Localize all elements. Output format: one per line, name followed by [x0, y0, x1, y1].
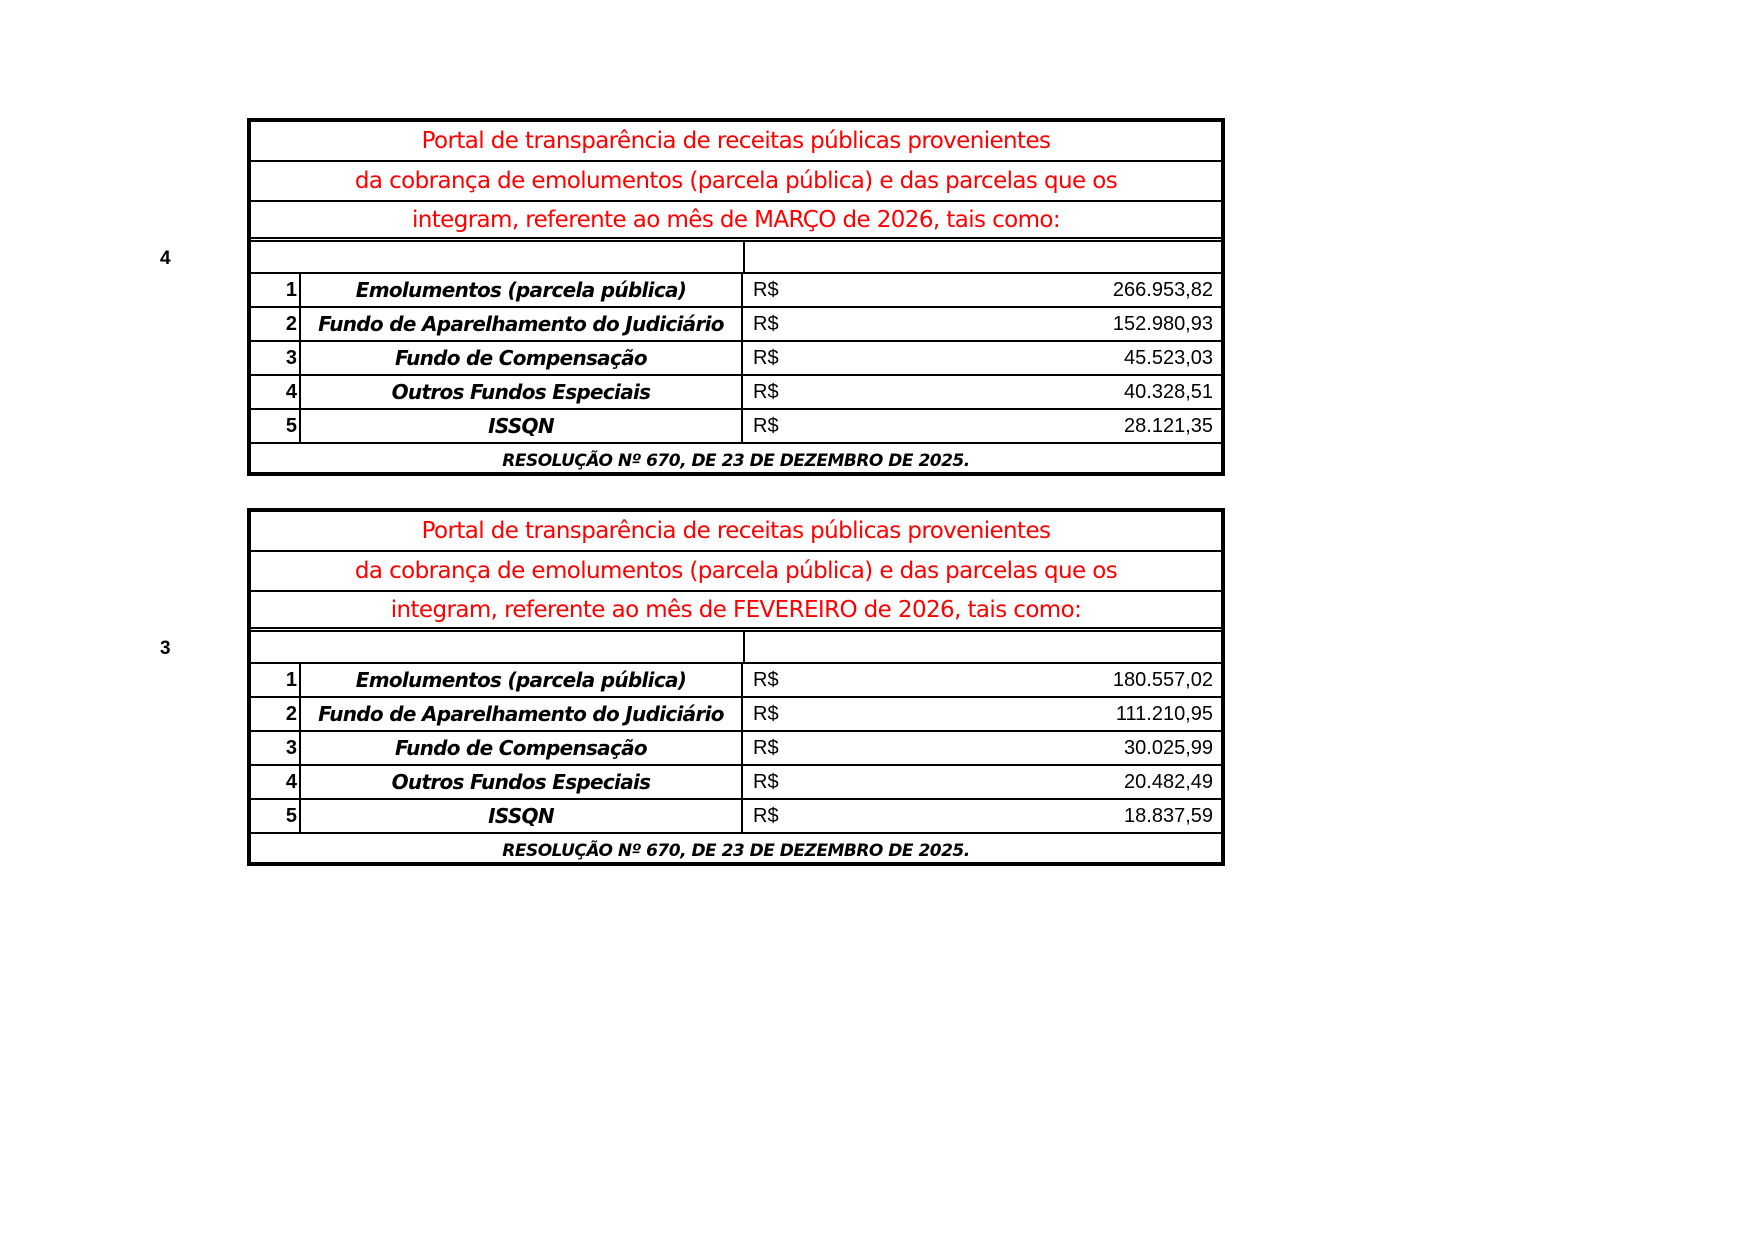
row-currency: R$: [753, 414, 779, 437]
table-title-line: integram, referente ao mês de FEVEREIRO de 2026, tais como:: [251, 592, 1221, 632]
row-value: 18.837,59: [1124, 804, 1213, 827]
table-row: [251, 376, 1221, 410]
column-divider: [743, 632, 745, 662]
row-currency: R$: [753, 668, 779, 691]
column-divider: [743, 242, 745, 272]
side-number: 4: [160, 248, 171, 269]
row-label: ISSQN: [301, 800, 743, 832]
row-value: 111.210,95: [1115, 702, 1213, 725]
row-index: 3: [251, 732, 301, 764]
resolution-footer: RESOLUÇÃO Nº 670, DE 23 DE DEZEMBRO DE 2025.: [502, 451, 970, 471]
row-currency: R$: [753, 346, 779, 369]
resolution-footer: RESOLUÇÃO Nº 670, DE 23 DE DEZEMBRO DE 2025.: [502, 841, 970, 861]
row-index: 1: [251, 274, 301, 306]
row-currency: R$: [753, 702, 779, 725]
row-label: Fundo de Aparelhamento do Judiciário: [301, 698, 743, 730]
row-label: Emolumentos (parcela pública): [301, 664, 743, 696]
table-row: [251, 410, 1221, 444]
row-currency: R$: [753, 312, 779, 335]
side-number: 3: [160, 638, 171, 659]
row-value: 40.328,51: [1124, 380, 1213, 403]
row-value: 45.523,03: [1124, 346, 1213, 369]
table-title-line: da cobrança de emolumentos (parcela pública) e das parcelas que os: [251, 552, 1221, 592]
row-value: 28.121,35: [1124, 414, 1213, 437]
table-row: [251, 732, 1221, 766]
row-value: 266.953,82: [1112, 278, 1213, 301]
revenue-table-february: [247, 508, 1225, 866]
row-label: Emolumentos (parcela pública): [301, 274, 743, 306]
table-row: [251, 800, 1221, 834]
blank-header-row: [251, 242, 1221, 274]
row-currency: R$: [753, 804, 779, 827]
row-label: Fundo de Aparelhamento do Judiciário: [301, 308, 743, 340]
revenue-table-march: [247, 118, 1225, 476]
row-currency: R$: [753, 770, 779, 793]
row-label: Fundo de Compensação: [301, 732, 743, 764]
row-index: 5: [251, 410, 301, 442]
table-row: [251, 698, 1221, 732]
row-index: 5: [251, 800, 301, 832]
table-title-line: integram, referente ao mês de MARÇO de 2026, tais como:: [251, 202, 1221, 242]
row-index: 4: [251, 766, 301, 798]
row-value: 180.557,02: [1112, 668, 1213, 691]
row-value: 152.980,93: [1112, 312, 1213, 335]
row-index: 3: [251, 342, 301, 374]
row-index: 2: [251, 308, 301, 340]
table-row: [251, 766, 1221, 800]
row-value: 20.482,49: [1124, 770, 1213, 793]
row-currency: R$: [753, 736, 779, 759]
row-label: Outros Fundos Especiais: [301, 376, 743, 408]
table-title-line: Portal de transparência de receitas públicas provenientes: [251, 122, 1221, 162]
table-row: [251, 664, 1221, 698]
table-row: [251, 308, 1221, 342]
row-index: 4: [251, 376, 301, 408]
row-label: ISSQN: [301, 410, 743, 442]
row-label: Outros Fundos Especiais: [301, 766, 743, 798]
row-value: 30.025,99: [1124, 736, 1213, 759]
row-label: Fundo de Compensação: [301, 342, 743, 374]
row-currency: R$: [753, 380, 779, 403]
table-row: [251, 342, 1221, 376]
row-currency: R$: [753, 278, 779, 301]
table-title-line: Portal de transparência de receitas públicas provenientes: [251, 512, 1221, 552]
table-row: [251, 274, 1221, 308]
blank-header-row: [251, 632, 1221, 664]
row-index: 2: [251, 698, 301, 730]
table-title-line: da cobrança de emolumentos (parcela pública) e das parcelas que os: [251, 162, 1221, 202]
row-index: 1: [251, 664, 301, 696]
